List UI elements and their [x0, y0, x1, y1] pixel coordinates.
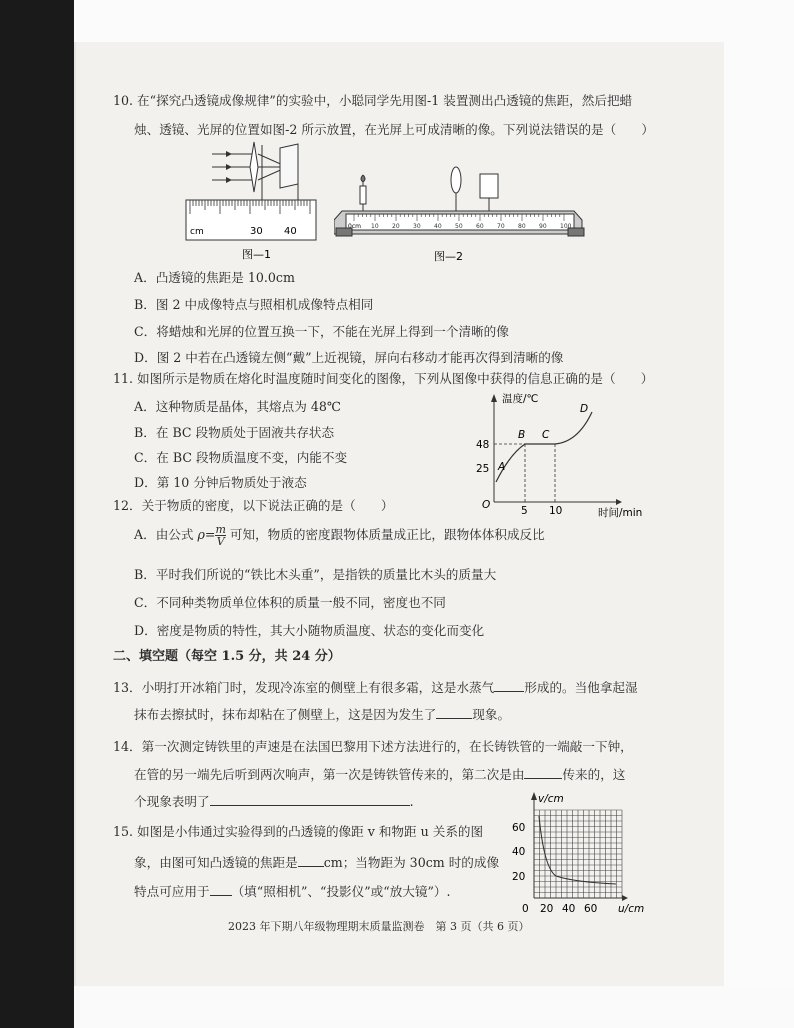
q11-ylabel: 温度/℃ [502, 393, 539, 405]
fig2-unit: 0cm [348, 223, 361, 230]
q15-blank-1[interactable] [298, 854, 324, 867]
q13-text-3: 抹布去擦拭时，抹布却粘在了侧壁上，这是因为发生了 [134, 707, 437, 722]
q12-option-a-prefix: A．由公式 [134, 527, 198, 542]
q13-blank-1[interactable] [494, 679, 524, 692]
q10-figure-1 [184, 140, 320, 262]
q11-point-a: A [498, 461, 506, 473]
bench-tick-label: 60 [476, 223, 484, 230]
q12-stem: 12．关于物质的密度，以下说法正确的是（ ） [113, 498, 394, 513]
bench-tick-label: 40 [434, 223, 442, 230]
background-strip-bottom [74, 986, 794, 1028]
q12-option-c[interactable]: C．不同种类物质单位体积的质量一般不同，密度也不同 [134, 595, 446, 610]
q12-option-b[interactable]: B．平时我们所说的“铁比木头重”，是指铁的质量比木头的质量大 [134, 567, 497, 582]
q10-option-b[interactable]: B．图 2 中成像特点与照相机成像特点相同 [134, 297, 374, 312]
q11-stem: 11. 如图所示是物质在熔化时温度随时间变化的图像，下列从图像中获得的信息正确的是（ ） [113, 371, 654, 386]
q15-ytick-20: 20 [512, 871, 526, 883]
q15-text-4: （填“照相机”、“投影仪”或“放大镜”）. [231, 884, 451, 899]
bench-tick-label: 100 [560, 223, 572, 230]
q14-line1: 14．第一次测定铸铁里的声速是在法国巴黎用下述方法进行的，在长铸铁管的一端敲一下钟， [113, 739, 633, 754]
q15-origin: 0 [522, 903, 529, 915]
q14-line2 [134, 766, 625, 784]
q11-option-b[interactable]: B．在 BC 段物质处于固液共存状态 [134, 425, 335, 440]
page-footer: 2023 年下期八年级物理期末质量监测卷 第 3 页（共 6 页） [228, 920, 530, 933]
q10-option-c[interactable]: C．将蜡烛和光屏的位置互换一下，不能在光屏上得到一个清晰的像 [134, 324, 509, 339]
fraction-numerator: m [215, 523, 226, 536]
q15-xtick-20: 20 [540, 903, 554, 915]
q14-text-2: 传来的，这 [562, 767, 626, 782]
q12-option-a-text: 可知，物质的密度跟物体质量成正比，跟物体体积成反比 [225, 527, 545, 542]
q15-xtick-60: 60 [584, 903, 598, 915]
q13-text-1: 13．小明打开冰箱门时，发现冷冻室的侧壁上有很多霜，这是水蒸气 [113, 680, 495, 695]
section-fill-in-blank-title: 二、填空题（每空 1.5 分，共 24 分） [113, 649, 341, 664]
bench-tick-label: 90 [539, 223, 547, 230]
q14-line3 [134, 793, 414, 811]
q11-melting-graph [470, 390, 660, 520]
q15-blank-2[interactable] [210, 883, 232, 896]
equals-sign: = [204, 527, 216, 542]
density-fraction [215, 524, 225, 547]
q13-line1 [113, 679, 638, 697]
q14-text-4: . [409, 794, 414, 809]
fig1-tick-40: 40 [284, 226, 297, 237]
q13-blank-2[interactable] [436, 706, 472, 719]
melting-curve [496, 412, 592, 482]
q15-line3 [134, 883, 451, 901]
q13-line2 [134, 706, 510, 724]
q11-option-a[interactable]: A．这种物质是晶体，其熔点为 48℃ [134, 399, 341, 414]
q15-text-2: cm；当物距为 30cm 时的成像 [323, 855, 500, 870]
q13-text-2: 形成的。当他拿起湿 [524, 680, 638, 695]
q11-point-d: D [580, 403, 589, 415]
q11-xtick-5: 5 [521, 505, 528, 517]
q11-point-b: B [518, 429, 526, 441]
q15-text-3: 特点可应用于 [134, 884, 210, 899]
q11-option-c[interactable]: C．在 BC 段物质温度不变，内能不变 [134, 450, 348, 465]
q10-option-a[interactable]: A．凸透镜的焦距是 10.0cm [134, 270, 295, 285]
q10-stem-line1: 10. 在“探究凸透镜成像规律”的实验中，小聪同学先用图-1 装置测出凸透镜的焦距，然后把蜡 [113, 93, 633, 108]
q11-option-d[interactable]: D．第 10 分钟后物质处于液态 [134, 475, 307, 490]
q11-point-c: C [542, 429, 550, 441]
bench-tick-label: 80 [518, 223, 526, 230]
fig1-caption: 图—1 [242, 248, 271, 261]
rho-symbol: ρ [197, 527, 205, 542]
q15-xtick-40: 40 [562, 903, 576, 915]
fig1-unit: cm [190, 227, 204, 237]
q13-text-4: 现象。 [472, 707, 511, 722]
q10-stem-line2: 烛、透镜、光屏的位置如图-2 所示放置，在光屏上可成清晰的像。下列说法错误的是（ ） [134, 122, 655, 137]
fig2-caption: 图—2 [434, 250, 463, 263]
q12-option-a[interactable] [134, 524, 545, 547]
bench-tick-label: 50 [455, 223, 463, 230]
q15-ylabel: v/cm [538, 793, 564, 805]
q15-text-1: 象，由图可知凸透镜的焦距是 [134, 855, 298, 870]
q15-ytick-60: 60 [512, 822, 526, 834]
q11-xlabel: 时间/min [598, 507, 643, 519]
q12-option-d[interactable]: D．密度是物质的特性，其大小随物质温度、状态的变化而变化 [134, 623, 485, 638]
fig1-tick-30: 30 [250, 226, 263, 237]
bench-tick-label: 20 [392, 223, 400, 230]
q14-text-3: 个现象表明了 [134, 794, 210, 809]
q10-option-d[interactable]: D．图 2 中若在凸透镜左侧“戴”上近视镜，屏向右移动才能再次得到清晰的像 [134, 350, 564, 365]
q15-image-distance-graph [504, 788, 654, 918]
q15-xlabel: u/cm [618, 903, 645, 915]
q11-ytick-48: 48 [476, 439, 490, 451]
q11-ytick-25: 25 [476, 463, 490, 475]
q15-line1: 15. 如图是小伟通过实验得到的凸透镜的像距 v 和物距 u 关系的图 [113, 824, 484, 839]
q11-origin: O [482, 499, 491, 511]
q14-text-1: 在管的另一端先后听到两次响声，第一次是铸铁管传来的，第二次是由 [134, 767, 525, 782]
background-strip-top [74, 0, 722, 42]
fraction-denominator: V [216, 535, 225, 548]
bench-tick-label: 10 [371, 223, 379, 230]
q15-ytick-40: 40 [512, 846, 526, 858]
q10-figure-2 [334, 166, 588, 266]
bench-tick-label: 70 [497, 223, 505, 230]
q15-line2 [134, 854, 499, 872]
q14-blank-2[interactable] [210, 793, 410, 806]
background-strip-right [722, 0, 794, 1028]
bench-tick-label: 30 [413, 223, 421, 230]
q11-xtick-10: 10 [549, 505, 563, 517]
q14-blank-1[interactable] [524, 766, 562, 779]
